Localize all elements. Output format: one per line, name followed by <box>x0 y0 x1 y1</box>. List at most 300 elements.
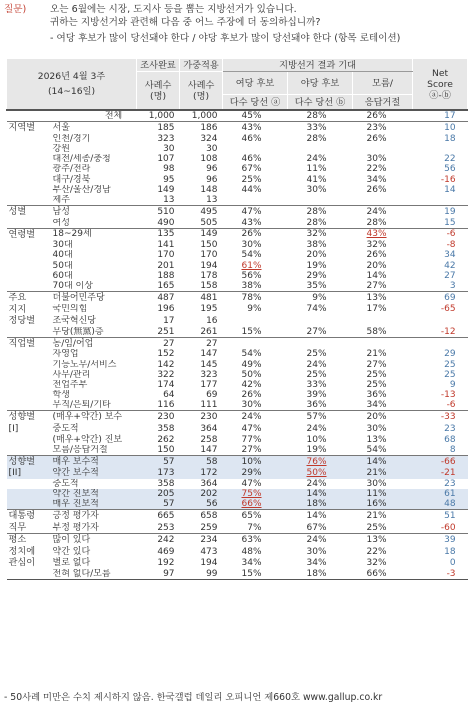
opposition-pct: 29% <box>306 270 327 281</box>
opposition-pct: 50% <box>288 467 353 479</box>
weighted-count: 473 <box>200 546 218 557</box>
weight-unit-label: (명) <box>192 90 210 102</box>
subgroup-label: 국민의힘 <box>52 304 88 315</box>
group-label: 대통령 <box>7 510 51 522</box>
group-label <box>7 400 51 411</box>
weighted-count: 324 <box>200 133 218 144</box>
sample-count: 150 <box>157 444 175 455</box>
subgroup-label: 약간 진보적 <box>51 489 137 499</box>
table-row <box>7 390 468 400</box>
net-score: 23 <box>444 478 456 489</box>
weighted-count: 194 <box>200 558 218 569</box>
weighted-count: 495 <box>180 206 223 218</box>
sample-count: 141 <box>157 240 175 251</box>
footer-note: - 50사례 미만은 수치 제시하지 않음. 한국갤럽 데일리 오피니언 제660호 www.gallup.co.kr <box>4 692 383 703</box>
dk-pct: 20% <box>366 260 387 271</box>
net-label: Net <box>431 67 449 79</box>
group-label <box>7 281 51 292</box>
sample-count: 173 <box>137 467 180 479</box>
table-row <box>7 569 468 580</box>
weighted-count: 258 <box>200 434 218 445</box>
opposition-pct: 35% <box>306 281 327 292</box>
dk-pct: 26% <box>366 133 387 144</box>
opposition-pct <box>288 315 353 327</box>
table-row <box>7 154 468 164</box>
dk-pct: 30% <box>366 154 387 165</box>
weighted-count: 364 <box>200 423 218 434</box>
subgroup-label: 매우 진보적 <box>51 499 137 510</box>
ruling-pct: 29% <box>223 467 288 479</box>
table-row <box>7 185 468 195</box>
group-label: 관심이 <box>8 557 36 569</box>
net-score: 14 <box>444 184 456 195</box>
opposition-pct: 41% <box>306 174 327 185</box>
weight-header-top: 가중적용 <box>180 59 223 72</box>
group-label <box>7 271 51 281</box>
dk-pct: 25% <box>366 522 387 533</box>
opposition-pct: 24% <box>288 534 353 546</box>
table-row <box>7 434 468 444</box>
opposition-pct: 14% <box>288 510 353 522</box>
ruling-pct: 47% <box>241 478 262 489</box>
group-label: 정당별 <box>8 315 36 327</box>
ruling-pct: 25% <box>241 174 262 185</box>
ruling-pct: 44% <box>241 184 262 195</box>
weighted-count: 234 <box>180 534 223 546</box>
ruling-pct: 77% <box>241 434 262 445</box>
sample-count: 196 <box>157 304 175 315</box>
net-score: -8 <box>446 240 456 251</box>
question-line-2: 귀하는 지방선거와 관련해 다음 중 어느 주장에 더 동의하십니까? <box>50 17 321 28</box>
subgroup-label: 약간 보수적 <box>51 467 137 479</box>
subgroup-label: 전혀 없다/모름 <box>51 569 137 580</box>
subgroup-label: 무당(無黨)층 <box>52 326 104 337</box>
subgroup-label: 서울 <box>51 122 137 134</box>
net-score <box>413 315 468 327</box>
group-label: [I] <box>8 422 19 434</box>
ruling-pct: 9% <box>247 304 262 315</box>
dk-pct: 14% <box>366 270 387 281</box>
group-label <box>7 195 51 206</box>
opposition-pct: 18% <box>288 499 353 510</box>
net-score: 10 <box>413 122 468 134</box>
opposition-pct: 19% <box>306 444 327 455</box>
net-score: 0 <box>449 558 456 569</box>
net-score <box>413 195 468 206</box>
opposition-pct: 32% <box>288 228 353 240</box>
dk-pct <box>353 195 413 206</box>
sample-count: 174 <box>157 379 175 390</box>
sample-count: 30 <box>163 143 175 154</box>
dk-pct: 32% <box>366 240 387 251</box>
opposition-pct: 24% <box>306 478 327 489</box>
dk-pct: 26% <box>353 110 413 122</box>
weighted-count: 323 <box>200 369 218 380</box>
table-row <box>7 499 468 510</box>
ruling-pct: 27% <box>241 444 262 455</box>
group-label <box>7 569 51 580</box>
question-line-3: - 여당 후보가 많이 당선돼야 한다 / 야당 후보가 많이 당선돼야 한다 (항목 로테이션) <box>50 33 401 44</box>
opposition-pct: 38% <box>306 240 327 251</box>
dk-pct: 27% <box>366 359 387 370</box>
group-label <box>7 499 51 510</box>
group-label <box>7 110 51 122</box>
sample-count: 358 <box>157 423 175 434</box>
dk-pct: 17% <box>366 304 387 315</box>
dk-pct: 26% <box>366 250 387 261</box>
sample-count: 323 <box>157 133 175 144</box>
net-score: 3 <box>449 281 456 292</box>
dk-pct: 16% <box>353 499 413 510</box>
weighted-count: 99 <box>180 569 223 580</box>
net-score: 27 <box>444 270 456 281</box>
sample-count: 487 <box>137 292 180 304</box>
table-row <box>7 292 468 304</box>
net-formula: ⓐ-ⓑ <box>429 89 451 101</box>
net-score: 51 <box>413 510 468 522</box>
sample-count: 490 <box>157 217 175 228</box>
net-score: 68 <box>444 434 456 445</box>
sample-count: 13 <box>163 194 175 205</box>
dk-pct: 13% <box>353 534 413 546</box>
dk-pct: 13% <box>353 292 413 304</box>
expectation-header: 지방선거 결과 기대 <box>223 59 413 72</box>
net-score: 9 <box>449 379 456 390</box>
ruling-pct: 48% <box>241 546 262 557</box>
weighted-count: 261 <box>200 326 218 337</box>
sample-count: 149 <box>157 184 175 195</box>
sample-count: 107 <box>157 154 175 165</box>
table-row <box>7 510 468 522</box>
ruling-pct: 43% <box>223 122 288 134</box>
sample-count: 165 <box>157 281 175 292</box>
net-score: 15 <box>444 217 456 228</box>
table-row <box>7 164 468 174</box>
sample-count: 142 <box>157 359 175 370</box>
weighted-count: 148 <box>200 184 218 195</box>
sample-count: 242 <box>137 534 180 546</box>
opposition-pct: 19% <box>306 260 327 271</box>
dk-pct: 54% <box>366 444 387 455</box>
subgroup-label: 18~29세 <box>51 228 137 240</box>
sample-count: 57 <box>137 499 180 510</box>
weighted-count: 147 <box>200 349 218 360</box>
opposition-pct <box>288 144 353 154</box>
ruling-pct: 26% <box>223 228 288 240</box>
sample-count: 27 <box>137 337 180 349</box>
ruling-pct: 30% <box>241 400 262 411</box>
opposition-pct: 30% <box>306 184 327 195</box>
sample-count: 135 <box>137 228 180 240</box>
net-score: 19 <box>413 206 468 218</box>
weighted-count: 195 <box>200 304 218 315</box>
net-score <box>413 144 468 154</box>
score-label: Score <box>427 78 453 90</box>
ruling-pct: 15% <box>241 326 262 337</box>
table-row <box>7 423 468 435</box>
subgroup-label: (매우+약간) 보수 <box>51 411 137 423</box>
opposition-header-2: 다수 당선 ⓑ <box>288 95 353 111</box>
sample-count: 192 <box>157 558 175 569</box>
dk-pct <box>353 315 413 327</box>
ruling-pct: 26% <box>241 390 262 401</box>
net-score: 23 <box>444 423 456 434</box>
subgroup-label: 모름/응답거절 <box>52 444 108 455</box>
sample-count: 185 <box>137 122 180 134</box>
weight-count-label: 사례수 <box>187 79 215 91</box>
subgroup-label: 전체 <box>51 110 137 122</box>
ruling-pct: 78% <box>223 292 288 304</box>
opposition-pct: 24% <box>306 359 327 370</box>
weighted-count: 481 <box>180 292 223 304</box>
group-label: 성별 <box>7 206 51 218</box>
group-label: 성향별 <box>7 411 51 423</box>
net-score <box>413 337 468 349</box>
subgroup-label: 중도적 <box>52 423 79 434</box>
ruling-pct: 67% <box>241 164 262 175</box>
subgroup-label: 사무/관리 <box>52 369 91 380</box>
dk-pct: 14% <box>353 455 413 467</box>
dk-pct <box>353 337 413 349</box>
table-row <box>7 240 468 250</box>
ruling-pct <box>223 337 288 349</box>
table-row <box>7 400 468 411</box>
dk-pct: 23% <box>353 122 413 134</box>
dk-pct: 34% <box>366 400 387 411</box>
question-label: 질문) <box>4 4 27 15</box>
dk-pct: 66% <box>353 569 413 580</box>
weighted-count: 96 <box>206 164 218 175</box>
net-score: 42 <box>444 260 456 271</box>
subgroup-label: 40대 <box>52 250 73 261</box>
net-score: -6 <box>446 400 456 411</box>
table-row <box>7 281 468 292</box>
sample-count: 251 <box>157 326 175 337</box>
weighted-count: 158 <box>200 281 218 292</box>
weighted-count: 145 <box>200 359 218 370</box>
subgroup-label: 50대 <box>52 260 73 271</box>
sample-count: 358 <box>157 478 175 489</box>
net-score: -3 <box>413 569 468 580</box>
dk-pct: 13% <box>366 434 387 445</box>
weighted-count: 505 <box>200 217 218 228</box>
opposition-pct: 36% <box>306 400 327 411</box>
table-row <box>7 360 468 370</box>
dk-pct: 32% <box>366 558 387 569</box>
group-label: 주요 <box>7 292 51 304</box>
ruling-pct: 7% <box>247 522 262 533</box>
table-row <box>7 271 468 281</box>
group-label: 정치에 <box>8 545 36 557</box>
opposition-pct: 28% <box>288 110 353 122</box>
group-label: [II] <box>7 467 51 479</box>
ruling-pct: 65% <box>223 510 288 522</box>
sample-count: 116 <box>157 400 175 411</box>
period-header <box>7 59 137 111</box>
dk-pct <box>353 144 413 154</box>
sample-count: 201 <box>157 260 175 271</box>
ruling-pct: 66% <box>223 499 288 510</box>
group-label <box>7 185 51 195</box>
net-score: 69 <box>413 292 468 304</box>
sample-count-label: 사례수 <box>144 79 172 91</box>
weighted-count: 147 <box>200 444 218 455</box>
table-row <box>7 228 468 240</box>
table-row <box>7 261 468 271</box>
weight-header <box>180 72 223 111</box>
weighted-count: 364 <box>200 478 218 489</box>
subgroup-label: 자영업 <box>52 349 79 360</box>
subgroup-label: 별로 없다 <box>52 558 91 569</box>
results-body <box>7 110 468 580</box>
subgroup-label: 더불어민주당 <box>51 292 137 304</box>
net-score: -6 <box>413 228 468 240</box>
opposition-pct: 67% <box>306 522 327 533</box>
opposition-pct: 24% <box>306 423 327 434</box>
sample-count: 1,000 <box>137 110 180 122</box>
sample-count: 205 <box>137 489 180 499</box>
group-label: 지역별 <box>7 122 51 134</box>
group-label <box>7 164 51 174</box>
dk-pct: 20% <box>353 411 413 423</box>
net-score: 29 <box>444 349 456 360</box>
group-label <box>7 154 51 164</box>
dk-pct: 25% <box>366 369 387 380</box>
net-score: 8 <box>449 444 456 455</box>
opposition-pct: 18% <box>288 569 353 580</box>
table-row <box>7 479 468 489</box>
net-score: -21 <box>413 467 468 479</box>
subgroup-label: 긍정 평가자 <box>51 510 137 522</box>
sample-count: 188 <box>157 270 175 281</box>
weighted-count: 30 <box>206 143 218 154</box>
ruling-pct: 10% <box>223 455 288 467</box>
net-score: 48 <box>413 499 468 510</box>
net-score: -65 <box>440 304 456 315</box>
ruling-pct <box>223 195 288 206</box>
weighted-count: 150 <box>200 240 218 251</box>
opposition-pct: 28% <box>306 133 327 144</box>
net-score: -16 <box>440 174 456 185</box>
group-label <box>7 240 51 250</box>
opposition-pct: 10% <box>306 434 327 445</box>
group-label <box>7 489 51 499</box>
table-row <box>7 380 468 390</box>
sample-header <box>137 72 180 111</box>
table-row <box>7 455 468 467</box>
sample-count: 57 <box>137 455 180 467</box>
group-label <box>7 370 51 380</box>
weighted-count: 177 <box>200 379 218 390</box>
group-label: 지지 <box>8 303 27 315</box>
subgroup-label: 70대 이상 <box>52 281 93 292</box>
subgroup-label: 여성 <box>52 217 70 228</box>
ruling-pct: 47% <box>241 423 262 434</box>
opposition-pct: 39% <box>306 390 327 401</box>
table-row <box>7 546 468 558</box>
period-title: 2026년 4월 3주 <box>37 71 106 82</box>
ruling-pct: 49% <box>241 359 262 370</box>
dk-pct: 21% <box>353 467 413 479</box>
dk-pct: 28% <box>366 217 387 228</box>
opposition-pct: 24% <box>306 154 327 165</box>
weighted-count: 13 <box>206 194 218 205</box>
subgroup-label: 광주/전라 <box>52 164 91 175</box>
dk-header-2: 응답거절 <box>353 95 413 111</box>
dk-pct: 22% <box>366 164 387 175</box>
ruling-pct: 24% <box>223 411 288 423</box>
weighted-count: 202 <box>180 489 223 499</box>
subgroup-label: 학생 <box>52 390 70 401</box>
weighted-count: 149 <box>180 228 223 240</box>
sample-unit-label: (명) <box>149 90 167 102</box>
dk-header-1: 모름/ <box>353 72 413 95</box>
ruling-header-2: 다수 당선 ⓐ <box>223 95 288 111</box>
table-row <box>7 557 468 569</box>
opposition-pct: 33% <box>288 122 353 134</box>
net-score: 25 <box>444 359 456 370</box>
sample-count: 510 <box>137 206 180 218</box>
question-line-1: 오는 6월에는 시장, 도지사 등을 뽑는 지방선거가 있습니다. <box>50 4 297 15</box>
sample-count: 665 <box>137 510 180 522</box>
weighted-count: 111 <box>200 400 218 411</box>
weighted-count: 16 <box>206 315 218 326</box>
table-row <box>7 327 468 338</box>
table-row <box>7 144 468 154</box>
ruling-pct: 45% <box>223 110 288 122</box>
group-label: 직업별 <box>7 337 51 349</box>
subgroup-label: 매우 보수적 <box>51 455 137 467</box>
weighted-count: 56 <box>180 499 223 510</box>
opposition-pct: 25% <box>306 369 327 380</box>
ruling-pct: 30% <box>241 240 262 251</box>
table-row <box>7 534 468 546</box>
net-score: 34 <box>444 250 456 261</box>
opposition-pct: 34% <box>306 558 327 569</box>
table-row <box>7 349 468 359</box>
ruling-pct: 34% <box>241 558 262 569</box>
sample-count: 152 <box>157 349 175 360</box>
weighted-count: 96 <box>206 174 218 185</box>
dk-pct: 30% <box>366 478 387 489</box>
net-score: 39 <box>413 534 468 546</box>
opposition-pct: 57% <box>288 411 353 423</box>
opposition-pct <box>288 195 353 206</box>
weighted-count: 178 <box>200 270 218 281</box>
net-score: -12 <box>440 326 456 337</box>
opposition-pct: 14% <box>288 489 353 499</box>
ruling-pct: 61% <box>241 260 262 271</box>
subgroup-label: 부정 평가자 <box>52 522 99 533</box>
group-label: 성향별 <box>7 455 51 467</box>
weighted-count: 69 <box>206 390 218 401</box>
table-row <box>7 250 468 260</box>
opposition-pct: 28% <box>306 217 327 228</box>
dk-pct: 27% <box>366 281 387 292</box>
dk-pct: 34% <box>366 174 387 185</box>
opposition-pct: 33% <box>306 379 327 390</box>
dk-pct: 43% <box>353 228 413 240</box>
ruling-header-1: 여당 후보 <box>223 72 288 95</box>
weighted-count: 1,000 <box>180 110 223 122</box>
dk-pct: 24% <box>353 206 413 218</box>
ruling-pct <box>223 315 288 327</box>
subgroup-label: 30대 <box>52 240 73 251</box>
sample-count: 253 <box>157 522 175 533</box>
net-score-header <box>413 59 468 111</box>
subgroup-label: 남성 <box>51 206 137 218</box>
ruling-pct: 63% <box>223 534 288 546</box>
